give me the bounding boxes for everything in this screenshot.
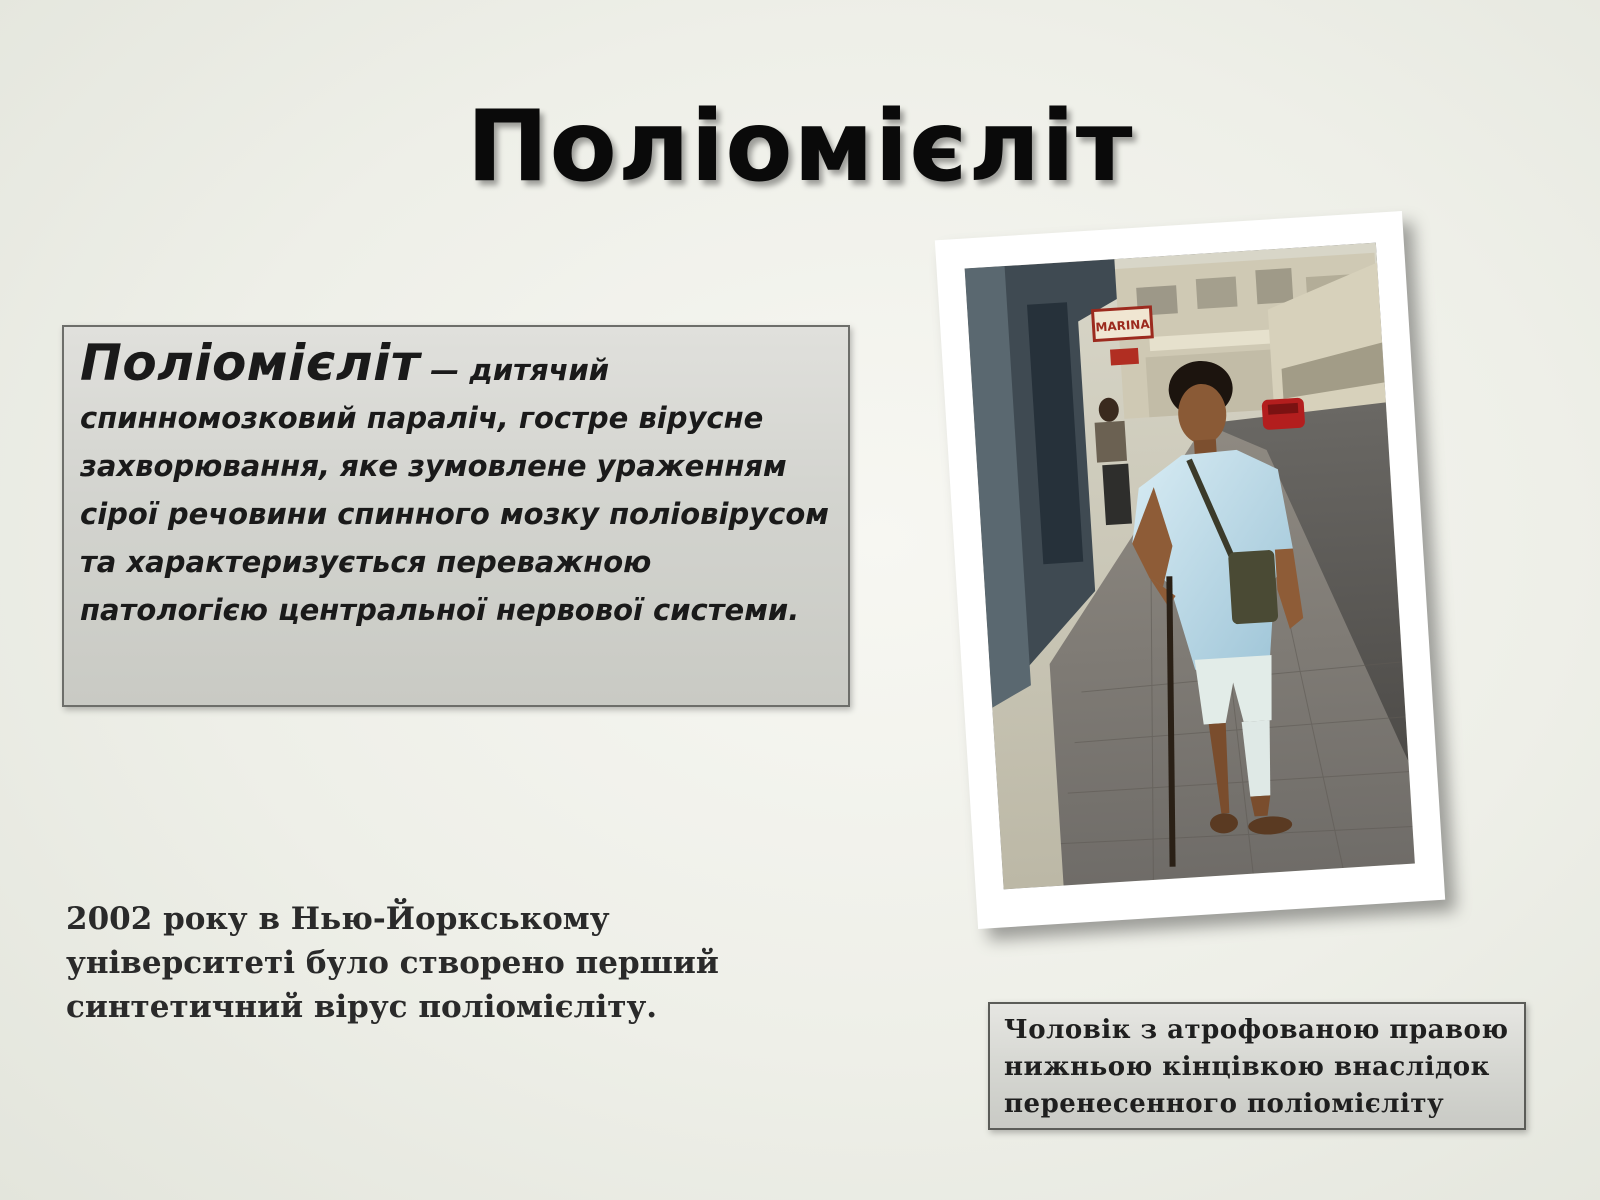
- photo-frame: [935, 211, 1445, 929]
- fact-paragraph: 2002 року в Нью-Йоркському університеті було створено перший синтетичний вірус поліомієліту.: [66, 901, 719, 1025]
- definition-box: [62, 325, 850, 707]
- definition-body: дитячий спинномозковий параліч, гостре вірусне захворювання, яке зумовлене ураженням сірої речовини спинного мозку поліовірусом та характеризується переважною патологією центральної нервової системи.: [80, 353, 829, 627]
- marina-sign-text: MARINA: [1095, 317, 1151, 335]
- definition-term: Поліомієліт: [80, 334, 421, 392]
- street-photo-illustration: [965, 243, 1415, 890]
- street-photo: [965, 243, 1415, 890]
- caption-text: Чоловік з атрофованою правою нижньою кінцівкою внаслідок перенесенного поліомієліту: [1004, 1015, 1509, 1119]
- slide-title: Поліомієліт: [466, 90, 1134, 204]
- definition-dash: —: [420, 353, 470, 387]
- caption-box: [988, 1002, 1526, 1130]
- definition-paragraph: [80, 334, 834, 634]
